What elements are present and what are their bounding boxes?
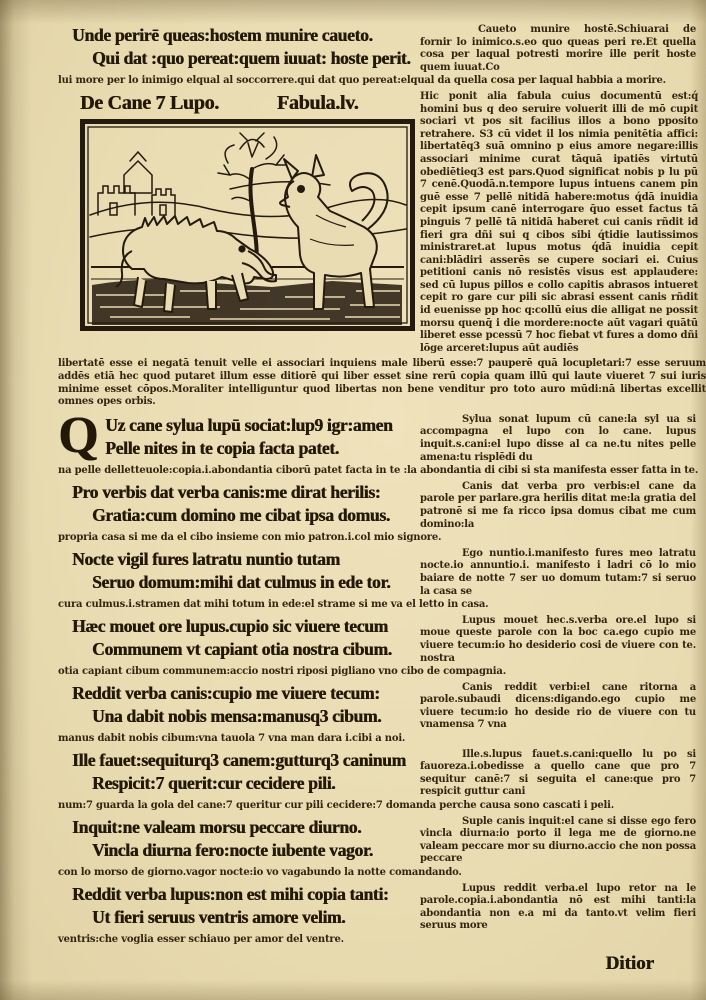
verse-line: Gratia:cum domino me cibat ipsa domus. [92, 504, 390, 525]
woodcut-illustration [80, 119, 420, 331]
header-verse-line: Qui dat :quo pereat:quem iuuat: hoste perit. [92, 48, 411, 68]
side-gloss: Suple canis inquit:el cane si disse ego fero vincla diurna:io porto il lega me de giorno.ne valeam peccare mor su diurno.accio che non possa peccare [420, 815, 696, 865]
verse-line: Nocte vigil fures latratu nuntio tutam [72, 548, 340, 569]
verse-line: Una dabit nobis mensa:manusq3 cibum. [92, 705, 382, 726]
side-gloss: Ego nuntio.i.manifesto fures meo latratu nocte.io annuntio.i. manifesto i ladri cō lo mio baiare de notte 7 ser uo domum tutam:7 si seruo la casa se [420, 547, 696, 597]
side-gloss: Ille.s.lupus fauet.s.cani:quello lu po si fauoreza.i.obedisse a quello cane que pro 7 sequitur canē:7 si seguita el cane:que pro 7 respicit guttur cani [420, 748, 696, 798]
side-gloss: Lupus reddit verba.el lupo retor na le parole.copia.i.abondantia nō est mihi tanti:la abondantia non e.a mi da tanto.vt velim fieri seruus more [420, 882, 696, 932]
verse-line: Ut fieri seruus ventris amore velim. [92, 906, 346, 927]
verse-line: Pelle nites in te copia facta patet. [105, 437, 339, 458]
fable-section [58, 816, 706, 866]
verse-line: Ille fauet:sequiturq3 canem:gutturq3 caninum [72, 749, 406, 770]
verse-line: Seruo domum:mihi dat culmus in ede tor. [92, 571, 391, 592]
interlinear-gloss: na pelle delletteuole:copia.i.abondantia ciborū patet facta in te :la abondantia di cibi si sta manifesta esser fatta in te. [58, 465, 699, 477]
side-gloss: Canis reddit verbi:el cane ritorna a parole.subaudi dicens:digando.ego cupio me viuere tecum:io ho deside rio de viuere con tu vnamensa 7 vna [420, 681, 696, 731]
fable-section [58, 548, 706, 598]
interlinear-gloss: propria casa si me da el cibo insieme con mio patron.i.col mio signore. [58, 532, 442, 544]
fable-section [58, 481, 706, 531]
header-verse-line: Unde perirē queas:hostem munire caueto. [72, 25, 373, 45]
interlinear-gloss: otia capiant cibum communem:accio nostri riposi pigliano vno cibo de compagnia. [58, 666, 506, 678]
moral-paragraph: libertatē esse ei negatā tenuit velle ei associari inquiens male liberū esse:7 pauperē quā locupletari:7 esse seruum addēs etiā hec quod putaret illum esse ditiorē qui liber esset sine rerū copia quam illū qui laute viueret 7 sui iuris minime esset cōpos.Moraliter intelliguntur quod libertas non bene venditur pro toto auro mūdi:nā libertas excellit omnes opes orbis. [58, 358, 706, 408]
interlinear-gloss: num:7 guarda la gola del cane:7 queritur cur pili cecidere:7 domanda perche causa sono cascati i peli. [58, 800, 615, 812]
decorated-initial: Q [58, 406, 99, 464]
fable-section [58, 682, 706, 732]
side-gloss: Sylua sonat lupum cū cane:la syl ua si accompagna el lupo con lo cane. lupus inquit.s.cani:el lupo disse al ca ne.tu nites pelle amena:tu risplēdi du [420, 413, 696, 463]
latin-commentary: Hic ponit alia fabula cuius documentū est:q́ homini bus q deo seruire voluerit illi de mō cupit sociari vt pos sit facilius illos a bono pposito retrahere. S3 cū videt il los nimia penitētia affici: libertatēq3 suā omnino p eius amore negare:illis associari minime curat tāquā ipatiēs virtutū obediētieq3 est pars.Quod significat nobis p lu pū 7 cenē.Quodā.n.tempore lupus intuens canem pin guē esse 7 pellē nitidā habere:motus q́dā inuidia cepit ipsum canē interrogare q̄uo esset factus tā pinguis 7 pellē tā nitidā haberet cui canis rñdit id fieri gra dñi sui q cibos sibi q́tidie lautissimos ministraret.at lupus motus q́dā inuidia cepit cani:blādiri asserēs se cupere sociari ei. Cuius petitioni canis nō resistēs visus est applaudere: sed cū lupus pillos e collo capitis abrasos intueret cepit ro gare cur pili sic abrasi essent canis rñdit id euenisse pp hoc q:collū eius die alligat ne possit morsu quenq̄ i die mordere:nocte aūt vagari quātū liberet esse pcessū 7 hoc fiebat vt fures a domo dñi lōge arceret:lupus aūt audiēs [420, 90, 698, 354]
fable-section [58, 406, 706, 464]
verse-line: Respicit:7 querit:cur cecidere pili. [92, 772, 336, 793]
fable-title-row [58, 91, 420, 116]
verse-line: Vincla diurna fero:nocte iubente vagor. [92, 839, 373, 860]
page-content [58, 24, 706, 975]
fable-title: De Cane 7 Lupo. [80, 91, 219, 114]
fable-number: Fabula.lv. [276, 91, 359, 114]
side-gloss: Canis dat verba pro verbis:el cane da parole per parlare.gra herilis ditat me:la gratia del patronē si me fa ricco ipsa domus cibat me cum domino:la [420, 480, 696, 530]
side-gloss: Lupus mouet hec.s.verba ore.el lupo si moue queste parole con la boc ca.ego cupio me viuere tecum:io ho desiderio cosi de viuere con te. nostra [420, 614, 696, 664]
interlinear-gloss: manus dabit nobis cibum:vna tauola 7 vna man dara i.cibi a noi. [58, 733, 406, 745]
verse-line: Hæc mouet ore lupus.cupio sic viuere tecum [72, 615, 388, 636]
verse-line: Reddit verba lupus:non est mihi copia tanti: [72, 883, 389, 904]
fable-section [58, 749, 706, 799]
interlinear-gloss: cura culmus.i.stramen dat mihi totum in ede:el strame si me va el letto in casa. [58, 599, 489, 611]
catchword: Ditior [605, 952, 654, 974]
fable-section [58, 615, 706, 665]
verse-line: Inquit:ne valeam morsu peccare diurno. [72, 816, 362, 837]
verse-line: Communem vt capiant otia nostra cibum. [92, 638, 392, 659]
verse-line: Reddit verba canis:cupio me viuere tecum: [72, 682, 380, 703]
interlinear-gloss: ventris:che voglia esser schiauo per amor del ventre. [58, 933, 344, 945]
verse-line: Pro verbis dat verba canis:me dirat herilis: [72, 481, 381, 502]
header-side-gloss: Caueto munire hostē.Schiuarai de fornir lo inimico.s.eo quo queas peri re.Et quella cosa per laqual potresti morire ille perit hoste quem iuuat.Co [420, 24, 696, 73]
verse-line: Uz cane sylua lupū sociat:lup9 igr:amen [105, 414, 393, 435]
fable-block [58, 91, 706, 355]
fable-section [58, 883, 706, 933]
woodcut-wolf-and-dog-icon [80, 119, 415, 331]
header-full-gloss: lui more per lo inimigo elqual al soccorrere.qui dat quo pereat:elqual da quella cosa per laqual habbia a morire. [58, 75, 666, 87]
header-section [58, 24, 706, 74]
interlinear-gloss: con lo morso de giorno.vagor nocte:io vo vagabundo la notte comandando. [58, 867, 462, 878]
